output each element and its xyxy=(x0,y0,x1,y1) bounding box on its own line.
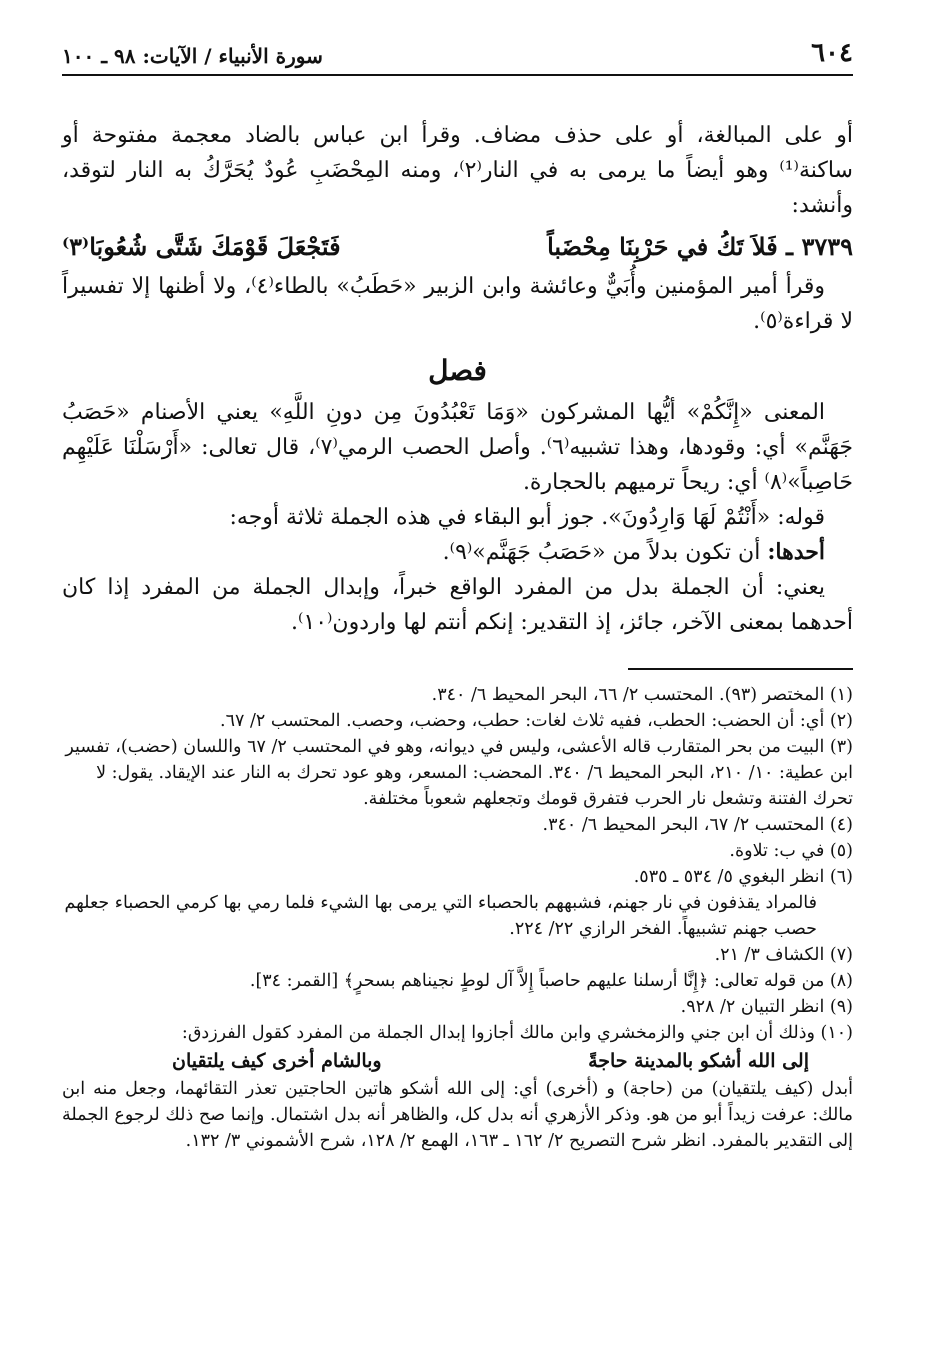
footnote: (٨) من قوله تعالى: ﴿إِنَّا أرسلنا عليهم حاصباً إِلاَّ آل لوطٍ نجيناهم بسحرٍ﴾ [القمر: ٣٤]. xyxy=(249,971,853,991)
paragraph: أو على المبالغة، أو على حذف مضاف. وقرأ ابن عباس بالضاد معجمة مفتوحة أو ساكنة⁽¹⁾ وهو أيضاً ما يرمى به في النار⁽٢⁾، ومنه المِحْضَبِ عُودٌ يُحَرَّكُ به النار لتوقد، وأنشد: xyxy=(62,123,853,218)
main-text xyxy=(62,118,853,640)
paragraph: المعنى «إِنَّكُمْ» أيُّها المشركون «وَمَا تَعْبُدُونَ مِن دونِ اللَّهِ» يعني الأصنام «حَصَبُ جَهَنَّم» أي: وقودها، وهذا تشبيه⁽٦⁾. وأصل الحصب الرمي⁽٧⁾، قال تعالى: «أَرْسَلْنَا عَلَيْهِم حَاصِباً»⁽٨⁾ أي: ريحاً ترميهم بالحجارة. xyxy=(62,400,853,495)
footnote: (٢) أي: أن الحضب: الحطب، ففيه ثلاث لغات: حطب، وحضب، وحصب. المحتسب ٢/ ٦٧. xyxy=(220,711,853,731)
running-title: سورة الأنبياء / الآيات: ٩٨ ـ ١٠٠ xyxy=(62,44,323,68)
verse-first-hemistich: ٣٧٣٩ ـ فَلاَ تَكُ في حَرْبِنَا مِحْضَباً xyxy=(547,232,853,261)
footnote: (٤) المحتسب ٢/ ٦٧، البحر المحيط ٦/ ٣٤٠. xyxy=(542,815,853,835)
footnote: (٥) في ب: تلاوة. xyxy=(729,841,853,861)
paragraph: يعني: أن الجملة بدل من المفرد الواقع خبراً، وإبدال الجملة من المفرد إذا كان أحدهما بمعنى الآخر، جائز، إذ التقدير: إنكم أنتم لها واردون⁽١٠⁾. xyxy=(62,575,853,635)
footnotes xyxy=(62,682,853,1154)
paragraph: قوله: «أَنْتُمْ لَهَا وَارِدُونَ». جوز أبو البقاء في هذه الجملة ثلاثة أوجه: xyxy=(229,505,825,530)
footnote-continuation: فالمراد يقذفون في نار جهنم، فشبههم بالحصباء التي يرمى بها الشيء فلما رمي بها كرمي الحصباء جعلهم حصب جهنم تشبيهاً. الفخر الرازي ٢٢/ ٢٢٤. xyxy=(64,893,817,939)
footnote: (١٠) وذلك أن ابن جني والزمخشري وابن مالك أجازوا إبدال الجملة من المفرد كقول الفرزدق: xyxy=(181,1023,853,1043)
footnote-verse xyxy=(62,1046,853,1076)
bold-lead: أحدها: xyxy=(767,539,825,565)
paragraph-text: أن تكون بدلاً من «حَصَبُ جَهَنَّم»⁽٩⁾. xyxy=(442,540,768,565)
footnote: (٣) البيت من بحر المتقارب قاله الأعشى، وليس في ديوانه، وهو في المحتسب ٢/ ٦٧ واللسان (حضب)، تفسير ابن عطية: ١٠/ ٢١٠، البحر المحيط ٦/ ٣٤٠. المحضب: المسعر، وهو عود تحرك به النار عند الإيقاد. يقول: لا تحرك الفتنة وتشعل نار الحرب فتفرق قومك وتجعلهم شعوباً مختلفة. xyxy=(65,737,853,809)
verse-second-hemistich: وبالشام أخرى كيف يلتقيان xyxy=(172,1050,382,1072)
footnote: (١) المختصر (٩٣). المحتسب ٢/ ٦٦، البحر المحيط ٦/ ٣٤٠. xyxy=(431,685,853,705)
footnote: (٧) الكشاف ٣/ ٢١. xyxy=(714,945,853,965)
verse-second-hemistich: فَتَجْعَلَ قَوْمَكَ شَتَّى شُعُوبَا⁽٣⁾ xyxy=(62,232,341,261)
page-number: ٦٠٤ xyxy=(811,38,853,68)
running-header xyxy=(62,34,853,76)
section-title: فصل xyxy=(428,354,487,387)
footnote: (٦) انظر البغوي ٥/ ٥٣٤ ـ ٥٣٥. xyxy=(633,867,853,887)
footnote: (٩) انظر التبيان ٢/ ٩٢٨. xyxy=(680,997,853,1017)
poetry-verse xyxy=(62,227,853,267)
paragraph: وقرأ أمير المؤمنين وأُبَيٌّ وعائشة وابن الزبير «حَطَبُ» بالطاء⁽٤⁾، ولا أظنها إلا تفسيراً لا قراءة⁽٥⁾. xyxy=(62,274,853,334)
verse-first-hemistich: إلى الله أشكو بالمدينة حاجةً xyxy=(588,1050,809,1072)
footnote-text: أبدل (كيف يلتقيان) من (حاجة) و (أخرى) أي: إلى الله أشكو هاتين الحاجتين تعذر التقائهما، وجعل منه ابن مالك: عرفت زيداً أبو من هو. وذكر الأزهري أنه بدل كل، والظاهر أنه بدل اشتمال. وإنما صح ذلك لرجوع الجملة إلى التقدير بالمفرد. انظر شرح التصريح ٢/ ١٦٢ ـ ١٦٣، الهمع ٢/ ١٢٨، شرح الأشموني ٣/ ١٣٢. xyxy=(62,1079,853,1151)
paragraph xyxy=(62,535,853,570)
footnote-divider xyxy=(628,668,853,670)
